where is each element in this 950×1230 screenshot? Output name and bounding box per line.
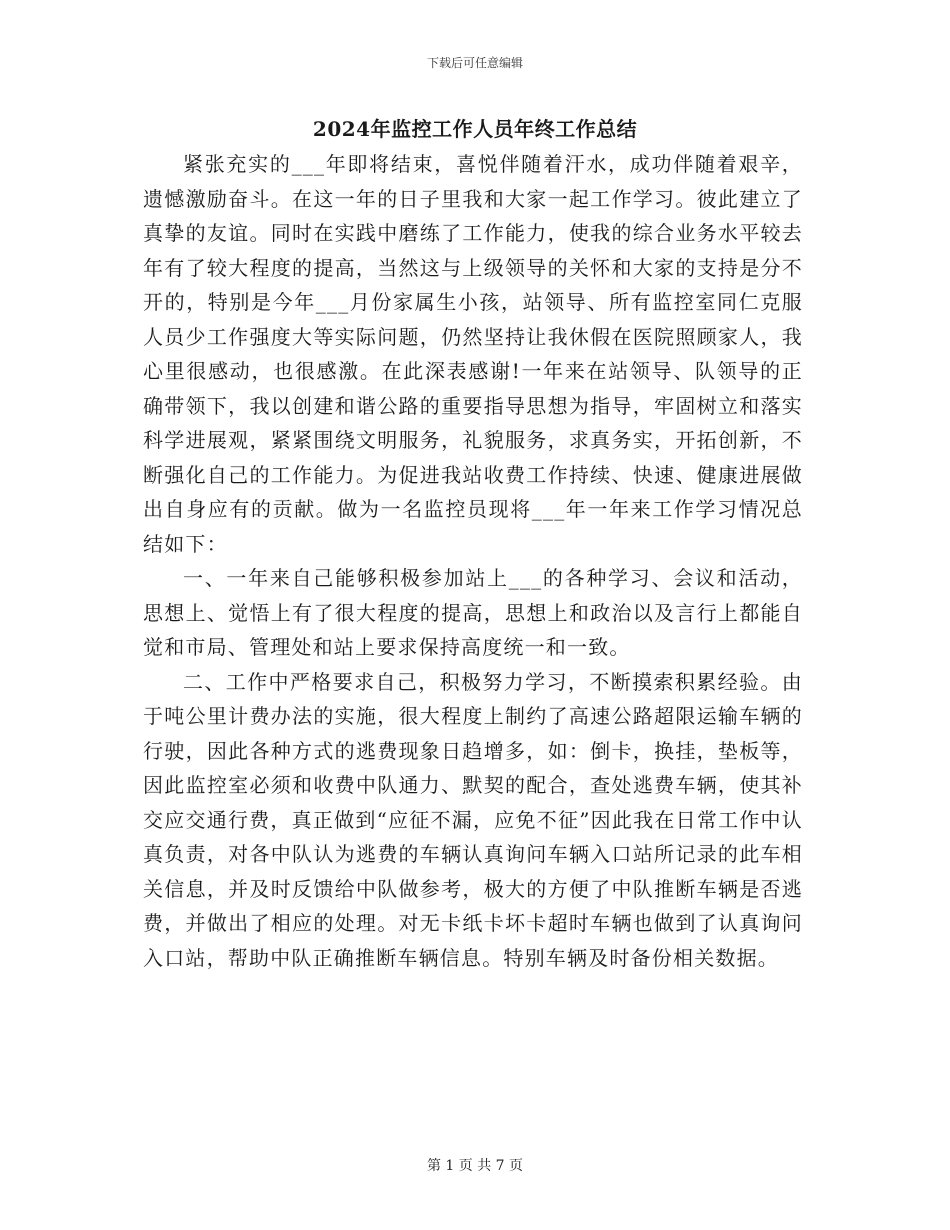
paragraph-intro: 紧张充实的___年即将结束，喜悦伴随着汗水，成功伴随着艰辛，遗憾激励奋斗。在这一年的日子里我和大家一起工作学习。彼此建立了真挚的友谊。同时在实践中磨练了工作能力，使我的综合业务水平较去年有了较大程度的提高，当然这与上级领导的关怀和大家的支持是分不开的，特别是今年___月份家属生小孩，站领导、所有监控室同仁克服人员少工作强度大等实际问题，仍然坚持让我休假在医院照顾家人，我心里很感动，也很感激。在此深表感谢!一年来在站领导、队领导的正确带领下，我以创建和谐公路的重要指导思想为指导，牢固树立和落实科学进展观，紧紧围绕文明服务，礼貌服务，求真务实，开拓创新，不断强化自己的工作能力。为促进我站收费工作持续、快速、健康进展做出自身应有的贡献。做为一名监控员现将___年一年来工作学习情况总结如下：	[143, 152, 803, 556]
paragraph-point-one: 一、一年来自己能够积极参加站上___的各种学习、会议和活动，思想上、觉悟上有了很大程度的提高，思想上和政治以及言行上都能自觉和市局、管理处和站上要求保持高度统一和一致。	[143, 566, 803, 659]
document-body	[143, 147, 803, 975]
header-note: 下载后可任意编辑	[426, 56, 523, 70]
page-number: 第 1 页 共 7 页	[426, 1158, 524, 1174]
paragraph-point-two: 二、工作中严格要求自己，积极努力学习，不断摸索积累经验。由于吨公里计费办法的实施，很大程度上制约了高速公路超限运输车辆的行驶，因此各种方式的逃费现象日趋增多，如：倒卡，换挂，垫板等，因此监控室必须和收费中队通力、默契的配合，查处逃费车辆，使其补交应交通行费，真正做到“应征不漏，应免不征”因此我在日常工作中认真负责，对各中队认为逃费的车辆认真询问车辆入口站所记录的此车相关信息，并及时反馈给中队做参考，极大的方便了中队推断车辆是否逃费，并做出了相应的处理。对无卡纸卡坏卡超时车辆也做到了认真询问入口站，帮助中队正确推断车辆信息。特别车辆及时备份相关数据。	[143, 669, 803, 970]
document-title: 2024年监控工作人员年终工作总结	[312, 117, 638, 141]
